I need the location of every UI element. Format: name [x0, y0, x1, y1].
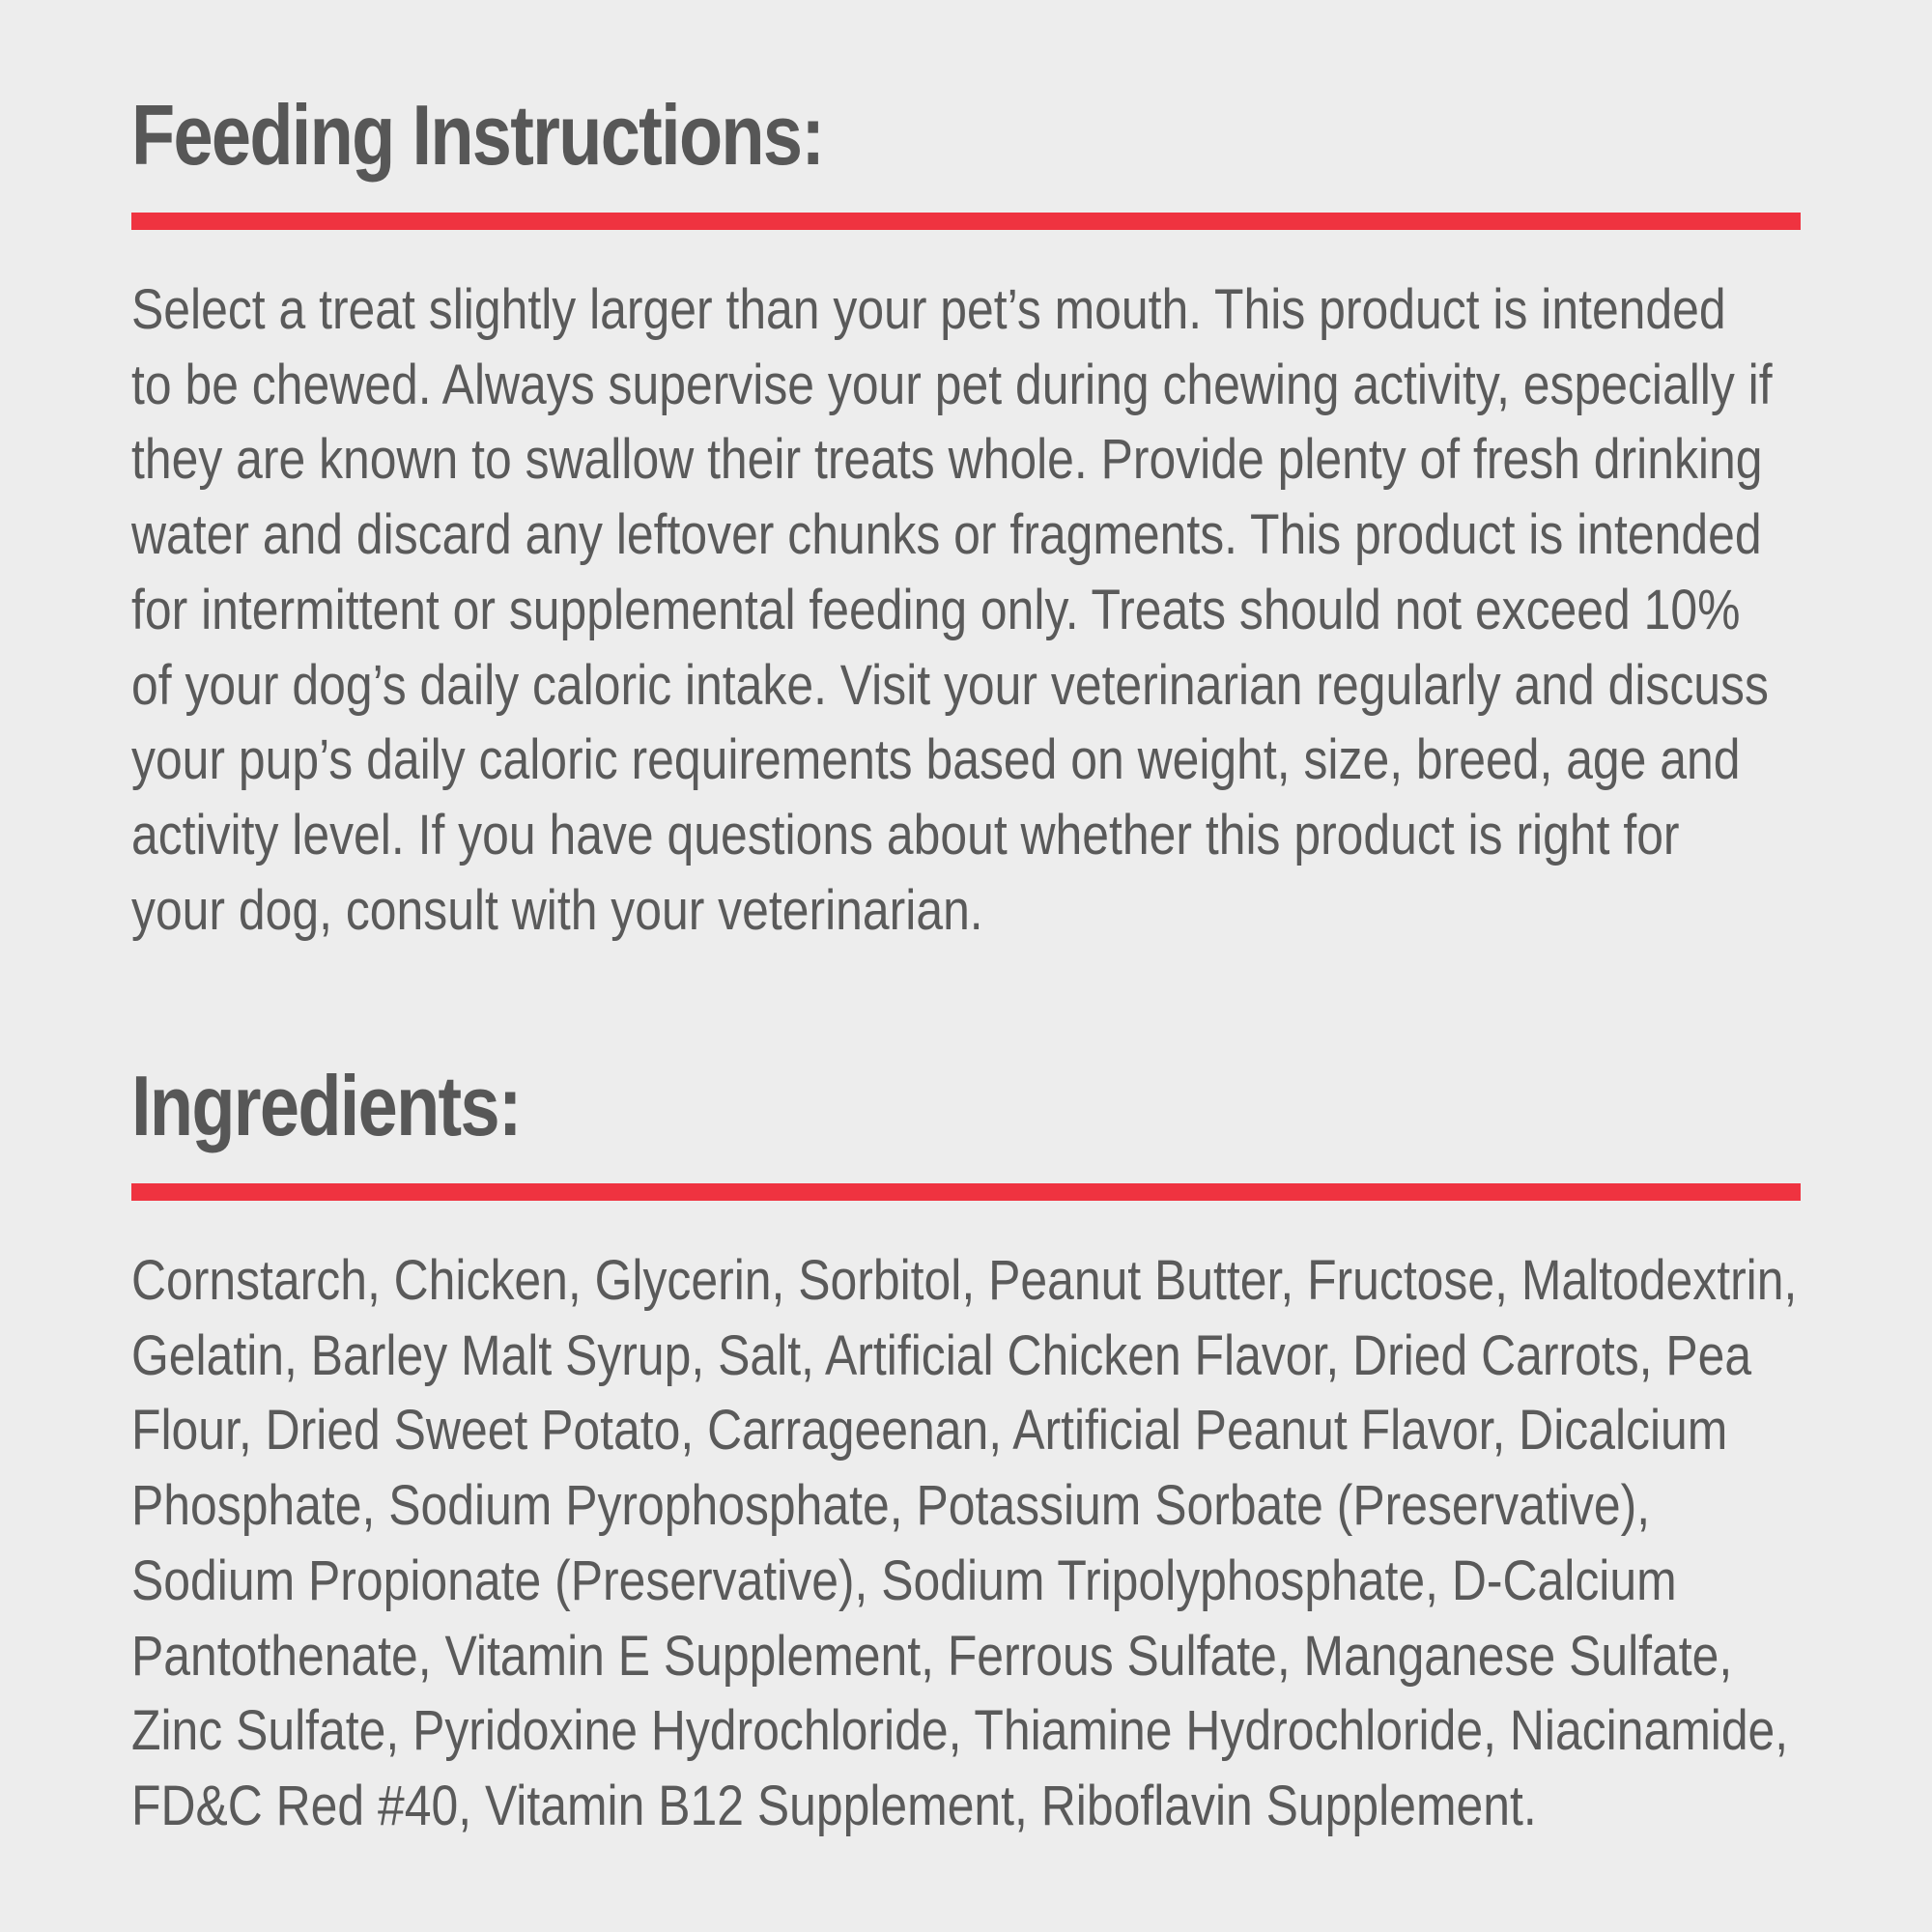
ingredients-line: Cornstarch, Chicken, Glycerin, Sorbitol, Peanut Butter, Fructose, Maltodextrin,: [131, 1249, 1798, 1312]
ingredients-line: FD&C Red #40, Vitamin B12 Supplement, Riboflavin Supplement.: [131, 1774, 1537, 1837]
ingredients-line: Gelatin, Barley Malt Syrup, Salt, Artificial Chicken Flavor, Dried Carrots, Pea: [131, 1323, 1752, 1387]
ingredients-line: Phosphate, Sodium Pyrophosphate, Potassium Sorbate (Preservative),: [131, 1474, 1651, 1538]
feeding-divider: [131, 213, 1801, 230]
ingredients-text: [131, 1243, 1801, 1844]
ingredients-heading: Ingredients:: [131, 1058, 521, 1153]
feeding-line: your dog, consult with your veterinarian.: [131, 878, 983, 942]
feeding-line: for intermittent or supplemental feeding only. Treats should not exceed 10%: [131, 578, 1741, 641]
feeding-line: your pup’s daily caloric requirements based on weight, size, breed, age and: [131, 728, 1741, 792]
feeding-instructions-section: [131, 87, 1801, 948]
ingredients-line: Zinc Sulfate, Pyridoxine Hydrochloride, Thiamine Hydrochloride, Niacinamide,: [131, 1699, 1789, 1763]
feeding-line: of your dog’s daily caloric intake. Visit your veterinarian regularly and discuss: [131, 653, 1769, 717]
feeding-instructions-text: [131, 272, 1801, 948]
ingredients-line: Flour, Dried Sweet Potato, Carrageenan, Artificial Peanut Flavor, Dicalcium: [131, 1399, 1728, 1463]
ingredients-line: Pantothenate, Vitamin E Supplement, Ferrous Sulfate, Manganese Sulfate,: [131, 1624, 1733, 1688]
feeding-line: Select a treat slightly larger than your pet’s mouth. This product is intended: [131, 278, 1726, 341]
ingredients-divider: [131, 1183, 1801, 1201]
ingredients-line: Sodium Propionate (Preservative), Sodium Tripolyphosphate, D-Calcium: [131, 1548, 1677, 1612]
ingredients-section: [131, 1058, 1801, 1844]
feeding-line: water and discard any leftover chunks or fragments. This product is intended: [131, 503, 1762, 567]
feeding-line: to be chewed. Always supervise your pet during chewing activity, especially if: [131, 353, 1773, 416]
feeding-instructions-heading: Feeding Instructions:: [131, 87, 824, 183]
feeding-line: activity level. If you have questions about whether this product is right for: [131, 803, 1680, 867]
feeding-line: they are known to swallow their treats whole. Provide plenty of fresh drinking: [131, 428, 1763, 492]
